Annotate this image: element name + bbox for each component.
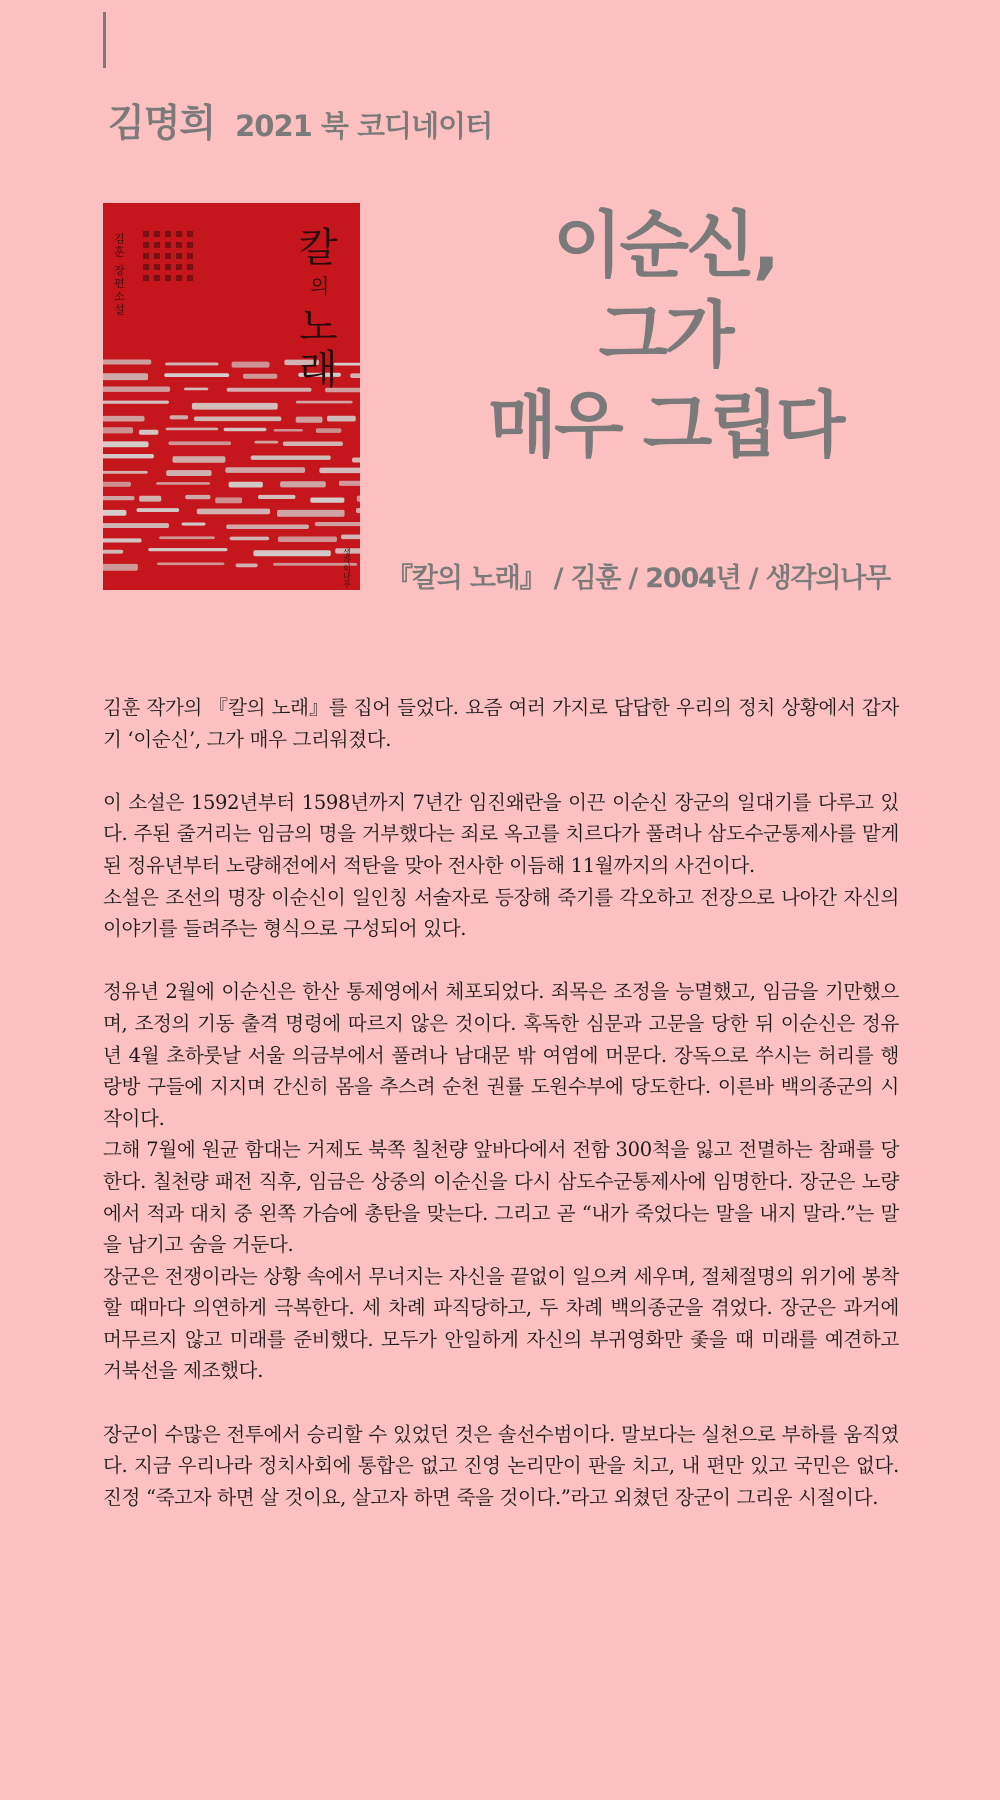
cover-title-char: 래	[299, 347, 338, 393]
cover-stripe	[315, 522, 360, 526]
cover-stripe	[236, 564, 258, 568]
cover-stripe	[103, 471, 148, 474]
cover-stripe	[139, 430, 159, 435]
cover-small-glyph	[176, 242, 182, 248]
cover-stripe	[139, 496, 161, 502]
cover-stripe	[103, 416, 145, 422]
cover-small-glyph	[176, 253, 182, 259]
book-cover-image	[103, 203, 360, 590]
cover-stripe	[283, 442, 343, 447]
cover-stripe	[173, 456, 226, 463]
main-title-line: 매우 그립다	[487, 383, 843, 467]
cover-small-glyph	[165, 242, 171, 248]
main-title	[440, 200, 890, 470]
author-name: 김명희	[108, 101, 216, 145]
cover-publisher: 생각의나무	[342, 548, 352, 588]
cover-small-glyph	[143, 242, 149, 248]
cover-stripe	[226, 525, 309, 530]
cover-stripe	[184, 388, 208, 391]
paragraph: 김훈 작가의 『칼의 노래』를 집어 들었다. 요즘 여러 가지로 답답한 우리의 정치 상황에서 갑자기 ‘이순신’, 그가 매우 그리워졌다.	[103, 696, 899, 751]
cover-stripe	[296, 417, 323, 423]
cover-stripe	[253, 550, 330, 556]
cover-stripe	[230, 537, 270, 541]
cover-stripe	[103, 538, 142, 542]
cover-small-glyph	[154, 231, 160, 237]
paragraph: 이 소설은 1592년부터 1598년까지 7년간 임진왜란을 이끈 이순신 장군의 일대기를 다루고 있다. 주된 줄거리는 임금의 명을 거부했다는 죄로 옥고를 치르다가 풀려나 삼도수군통제사를 맡게 된 정유년부터 노량해전에서 적탄을 맞아 전사한 이듬해 11월까지의 사건이다.	[103, 790, 899, 877]
cover-small-glyph	[154, 242, 160, 248]
cover-stripe	[278, 537, 337, 543]
cover-stripe	[165, 363, 218, 366]
paragraph: 장군은 전쟁이라는 상황 속에서 무너지는 자신을 끝없이 일으켜 세우며, 절체절명의 위기에 봉착할 때마다 의연하게 극복한다. 세 차례 파직당하고, 두 차례 백의종군을 겪었다. 장군은 과거에 머무르지 않고 미래를 준비했다. 모두가 안일하게 자신의 부귀영화만 좇을 때 미래를 예견하고 거북선을 제조했다.	[103, 1264, 899, 1383]
author-role: 2021 북 코디네이터	[235, 109, 493, 143]
cover-stripe	[215, 497, 242, 503]
cover-stripe	[339, 481, 360, 486]
cover-small-glyph	[165, 275, 171, 281]
main-title-line: 그가	[598, 293, 732, 377]
cover-stripe	[255, 441, 279, 444]
main-title-line: 이순신,	[552, 203, 777, 287]
cover-stripe	[327, 416, 356, 422]
cover-stripe	[194, 417, 281, 422]
cover-stripe	[103, 441, 149, 447]
cover-small-glyph	[176, 275, 182, 281]
cover-stripe	[103, 564, 138, 571]
cover-stripe	[166, 470, 211, 476]
cover-small-glyph	[143, 275, 149, 281]
paragraph: 정유년 2월에 이순신은 한산 통제영에서 체포되었다. 죄목은 조정을 능멸했고, 임금을 기만했으며, 조정의 기동 출격 명령에 따르지 않은 것이다. 혹독한 심문과 고문을 당한 뒤 이순신은 정유년 4월 초하룻날 서울 의금부에서 풀려나 남대문 밖 여염에 머문다. 장독으로 쑤시는 허리를 행랑방 구들에 지지며 간신히 몸을 추스려 순천 권률 도원수부에 당도한다. 이른바 백의종군의 시작이다.	[103, 980, 899, 1130]
cover-stripe	[148, 548, 227, 551]
cover-stripe	[274, 429, 304, 432]
cover-stripe	[103, 373, 148, 380]
cover-stripe	[280, 481, 326, 487]
cover-stripe	[341, 535, 360, 540]
cover-stripe	[103, 360, 151, 365]
cover-subtitle: 김훈 장편소설	[112, 233, 126, 317]
cover-stripe	[157, 563, 225, 566]
cover-stripe	[251, 456, 331, 460]
accent-line	[103, 12, 106, 68]
cover-title-char: 칼	[299, 225, 338, 271]
cover-stripe	[103, 550, 123, 554]
header	[108, 92, 492, 147]
cover-stripe	[352, 458, 360, 463]
cover-stripe	[243, 374, 277, 379]
cover-stripe	[103, 523, 169, 528]
cover-stripe	[103, 510, 126, 516]
cover-small-glyph	[187, 242, 193, 248]
cover-stripe	[316, 428, 342, 433]
book-info: 『칼의 노래』 / 김훈 / 2004년 / 생각의나무	[386, 563, 890, 594]
paragraph: 그해 7월에 원균 함대는 거제도 북쪽 칠천량 앞바다에서 전함 300척을 잃고 전멸하는 참패를 당한다. 칠천량 패전 직후, 임금은 상중의 이순신을 다시 삼도수군통제사에 임명한다. 장군은 노량에서 적과 대치 중 왼쪽 가슴에 총탄을 맞는다. 그리고 곧 “내가 죽었다는 말을 내지 말라.”는 말을 남기고 숨을 거둔다.	[103, 1138, 899, 1257]
cover-stripe	[170, 415, 189, 419]
cover-stripe	[159, 536, 215, 539]
cover-small-glyph	[176, 231, 182, 237]
cover-small-glyph	[187, 275, 193, 281]
cover-small-glyph	[165, 231, 171, 237]
cover-stripe	[225, 467, 305, 473]
cover-small-glyph	[154, 275, 160, 281]
cover-stripe	[185, 495, 210, 499]
cover-small-glyph	[187, 264, 193, 270]
cover-small-glyph	[176, 264, 182, 270]
cover-stripe	[103, 482, 131, 487]
cover-stripe	[192, 403, 278, 410]
cover-small-glyph	[187, 231, 193, 237]
cover-stripe	[156, 482, 210, 485]
cover-stripe	[224, 428, 267, 432]
cover-stripe	[164, 373, 229, 377]
cover-stripe	[357, 496, 360, 502]
cover-small-glyph	[165, 264, 171, 270]
cover-title-char: 노	[299, 304, 338, 350]
cover-stripe	[277, 510, 345, 517]
cover-stripe	[166, 428, 219, 431]
cover-stripe	[258, 495, 296, 499]
cover-small-glyph	[154, 253, 160, 259]
cover-stripe	[229, 482, 263, 488]
cover-stripe	[232, 362, 270, 368]
cover-stripe	[103, 496, 135, 500]
cover-small-glyph	[154, 264, 160, 270]
cover-small-glyph	[143, 231, 149, 237]
paragraph: 소설은 조선의 명장 이순신이 일인칭 서술자로 등장해 죽기를 각오하고 전장으로 나아간 자신의 이야기를 들려주는 형식으로 구성되어 있다.	[103, 885, 899, 941]
cover-stripe	[356, 508, 360, 513]
cover-stripe	[103, 454, 154, 458]
cover-stripe	[350, 373, 360, 378]
cover-stripe	[103, 387, 170, 392]
cover-stripe	[182, 523, 206, 526]
cover-stripe	[319, 468, 360, 474]
cover-stripe	[296, 401, 353, 404]
cover-stripe	[168, 441, 231, 445]
cover-small-glyph	[143, 253, 149, 259]
cover-small-glyph	[187, 253, 193, 259]
cover-small-glyph	[143, 264, 149, 270]
cover-stripe	[197, 509, 270, 515]
cover-stripe	[103, 401, 169, 404]
cover-stripe	[137, 508, 180, 512]
article-body	[103, 692, 899, 1513]
cover-title-char: 의	[310, 274, 330, 298]
cover-stripe	[103, 427, 133, 433]
paragraph: 장군이 수많은 전투에서 승리할 수 있었던 것은 솔선수범이다. 말보다는 실천으로 부하를 움직였다. 지금 우리나라 정치사회에 통합은 없고 진영 논리만이 판을 치고, 내 편만 있고 국민은 없다. 진정 “죽고자 하면 살 것이요, 살고자 하면 죽을 것이다.”라고 외쳤던 장군이 그리운 시절이다.	[103, 1422, 899, 1509]
cover-small-glyph	[165, 253, 171, 259]
cover-stripe	[310, 498, 344, 503]
